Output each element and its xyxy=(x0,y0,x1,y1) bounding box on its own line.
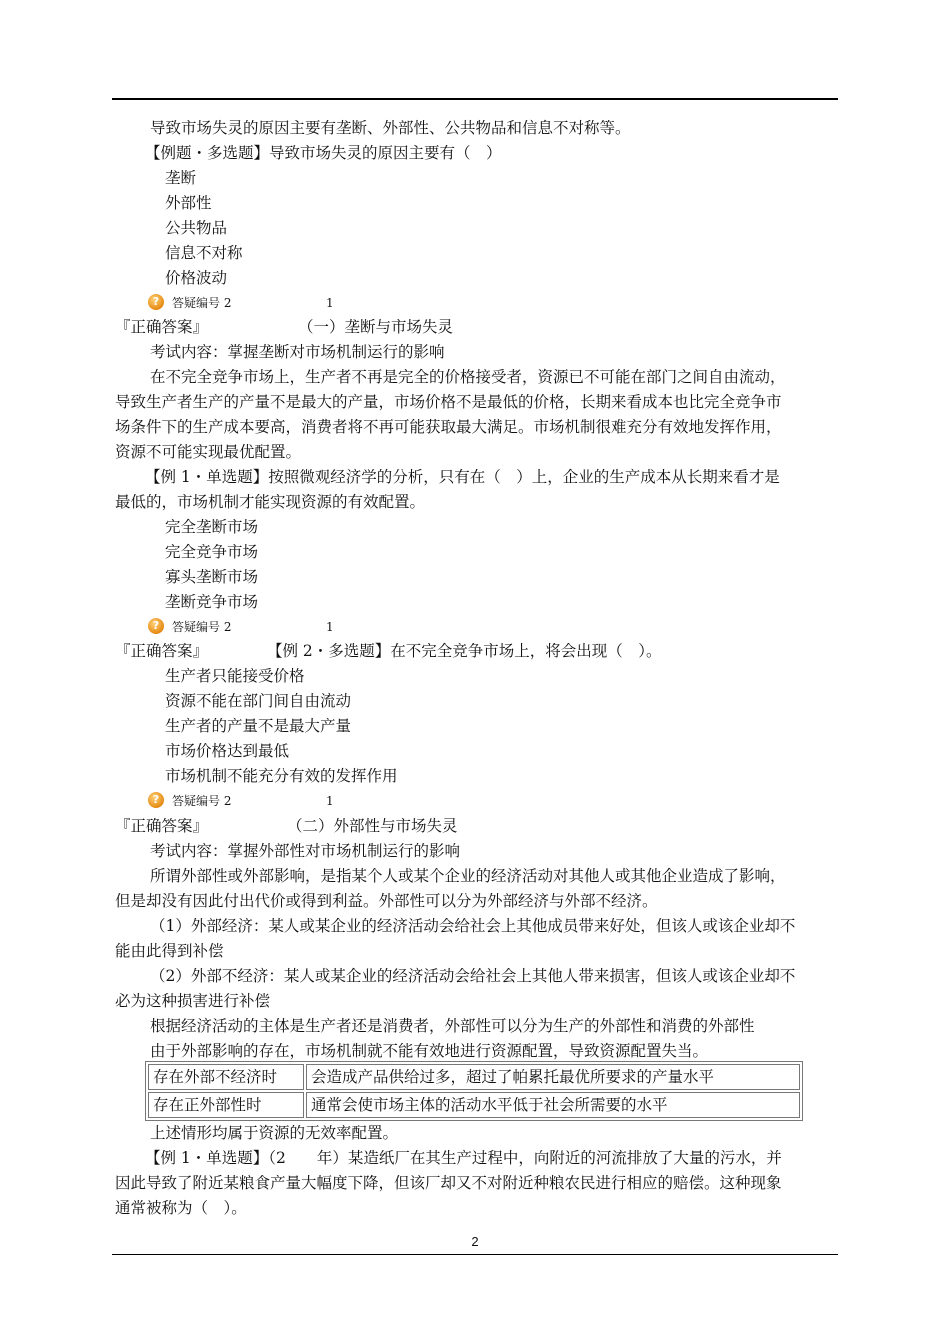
footer-rule xyxy=(112,1254,838,1255)
example-stem: 【例 1・单选题】（2 年）某造纸厂在其生产过程中，向附近的河流排放了大量的污水，并 xyxy=(145,1149,782,1167)
option-d: 信息不对称 xyxy=(165,244,243,262)
intro-text: 导致市场失灵的原因主要有垄断、外部性、公共物品和信息不对称等。 xyxy=(150,119,631,137)
question-icon[interactable]: ? xyxy=(148,294,164,310)
table-row xyxy=(148,1092,800,1118)
table-cell: 存在外部不经济时 xyxy=(148,1064,304,1090)
example-stem: 【例 1・单选题】按照微观经济学的分析，只有在（ ）上，企业的生产成本从长期来看才是 xyxy=(145,468,780,486)
example-stem: 【例题・多选题】导致市场失灵的原因主要有（ ） xyxy=(145,144,502,162)
option-a: 完全垄断市场 xyxy=(165,518,259,536)
qa-label: 答疑编号 2 xyxy=(172,620,232,634)
paragraph-line: （2）外部不经济：某人或某企业的经济活动会给社会上其他人带来损害，但该人或该企业却不 xyxy=(150,967,796,985)
option-c: 生产者的产量不是最大产量 xyxy=(165,717,352,735)
option-d: 市场价格达到最低 xyxy=(165,742,290,760)
paragraph-line: 但是却没有因此付出代价或得到利益。外部性可以分为外部经济与外部不经济。 xyxy=(115,892,658,910)
option-d: 垄断竞争市场 xyxy=(165,593,259,611)
table-cell: 通常会使市场主体的活动水平低于社会所需要的水平 xyxy=(306,1092,800,1118)
example-stem: 【例 2・多选题】在不完全竞争市场上，将会出现（ ）。 xyxy=(267,642,662,660)
externality-table xyxy=(145,1061,803,1121)
table-row xyxy=(148,1064,800,1090)
example-stem: 通常被称为（ ）。 xyxy=(115,1199,247,1217)
example-stem: 因此导致了附近某粮食产量大幅度下降，但该厂却又不对附近种粮农民进行相应的赔偿。这种现象 xyxy=(115,1174,782,1192)
page-number: 2 xyxy=(471,1234,479,1249)
example-stem: 最低的，市场机制才能实现资源的有效配置。 xyxy=(115,493,426,511)
option-b: 外部性 xyxy=(165,194,212,212)
table-cell: 会造成产品供给过多，超过了帕累托最优所要求的产量水平 xyxy=(306,1064,800,1090)
exam-content: 考试内容：掌握垄断对市场机制运行的影响 xyxy=(150,343,445,361)
header-rule xyxy=(112,98,838,100)
table-cell: 存在正外部性时 xyxy=(148,1092,304,1118)
option-e: 价格波动 xyxy=(165,269,228,287)
paragraph-line: 根据经济活动的主体是生产者还是消费者，外部性可以分为生产的外部性和消费的外部性 xyxy=(150,1017,755,1035)
option-c: 公共物品 xyxy=(165,219,228,237)
qa-number: 1 xyxy=(326,296,334,310)
paragraph-line: 由于外部影响的存在，市场机制就不能有效地进行资源配置，导致资源配置失当。 xyxy=(150,1042,709,1060)
option-e: 市场机制不能充分有效的发挥作用 xyxy=(165,767,398,785)
paragraph-line: 上述情形均属于资源的无效率配置。 xyxy=(150,1124,399,1142)
paragraph-line: 所谓外部性或外部影响，是指某个人或某个企业的经济活动对其他人或其他企业造成了影响， xyxy=(150,867,786,885)
qa-number: 1 xyxy=(326,794,334,808)
question-icon[interactable]: ? xyxy=(148,792,164,808)
option-c: 寡头垄断市场 xyxy=(165,568,259,586)
paragraph-line: 在不完全竞争市场上，生产者不再是完全的价格接受者，资源已不可能在部门之间自由流动， xyxy=(150,368,786,386)
qa-label: 答疑编号 2 xyxy=(172,296,232,310)
qa-number: 1 xyxy=(326,620,334,634)
option-a: 垄断 xyxy=(165,169,197,187)
option-b: 完全竞争市场 xyxy=(165,543,259,561)
paragraph-line: 资源不可能实现最优配置。 xyxy=(115,443,302,461)
paragraph-line: 必为这种损害进行补偿 xyxy=(115,992,271,1010)
exam-content: 考试内容：掌握外部性对市场机制运行的影响 xyxy=(150,842,461,860)
paragraph-line: 场条件下的生产成本要高，消费者将不再可能获取最大满足。市场机制很难充分有效地发挥作用， xyxy=(115,418,782,436)
answer-label: 『正确答案』 xyxy=(115,817,209,835)
section-title: （二）外部性与市场失灵 xyxy=(287,817,458,835)
answer-label: 『正确答案』 xyxy=(115,318,209,336)
paragraph-line: 能由此得到补偿 xyxy=(115,942,224,960)
paragraph-line: 导致生产者生产的产量不是最大的产量，市场价格不是最低的价格，长期来看成本也比完全竞争市 xyxy=(115,393,782,411)
paragraph-line: （1）外部经济：某人或某企业的经济活动会给社会上其他成员带来好处，但该人或该企业却不 xyxy=(150,917,796,935)
option-a: 生产者只能接受价格 xyxy=(165,667,305,685)
question-icon[interactable]: ? xyxy=(148,618,164,634)
answer-label: 『正确答案』 xyxy=(115,642,209,660)
section-title: （一）垄断与市场失灵 xyxy=(298,318,454,336)
qa-label: 答疑编号 2 xyxy=(172,794,232,808)
option-b: 资源不能在部门间自由流动 xyxy=(165,692,352,710)
